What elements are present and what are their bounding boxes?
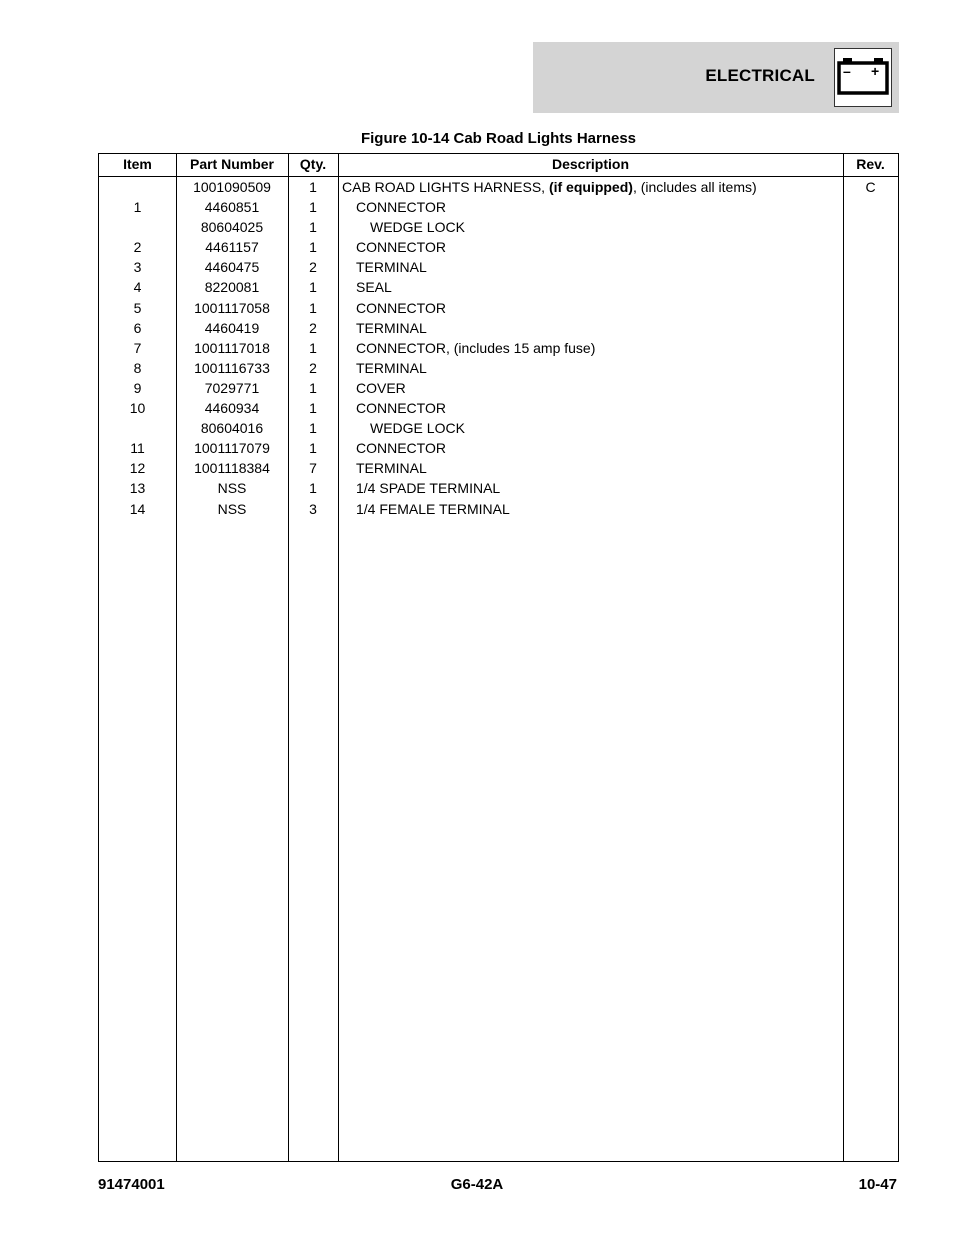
- battery-minus-sign: –: [843, 63, 851, 79]
- description: [338, 418, 875, 438]
- description: [338, 177, 847, 197]
- table-row: [99, 499, 898, 519]
- table-row: [99, 257, 898, 277]
- table-row: [99, 298, 898, 318]
- description: [338, 217, 875, 237]
- description-text: CAB ROAD LIGHTS HARNESS,: [342, 179, 549, 195]
- table-body: [99, 177, 898, 519]
- quantity: 1: [309, 179, 317, 195]
- description-text: WEDGE LOCK: [370, 219, 465, 236]
- description: [338, 197, 861, 217]
- item-number: 8: [133, 359, 142, 376]
- description: [338, 318, 861, 338]
- part-number: 1001117079: [194, 440, 270, 457]
- parts-table: [98, 153, 899, 1162]
- quantity: 2: [309, 259, 317, 276]
- item-number: 11: [130, 440, 145, 457]
- description-text: WEDGE LOCK: [370, 420, 465, 437]
- part-number: 1001117058: [194, 299, 270, 316]
- part-number: 7029771: [204, 379, 260, 396]
- description-text: SEAL: [356, 279, 392, 296]
- column-header-part-number: Part Number: [189, 156, 275, 172]
- description-text: TERMINAL: [356, 460, 427, 477]
- column-header-description: Description: [551, 156, 629, 172]
- description-text: CONNECTOR: [356, 440, 446, 457]
- table-row: [99, 418, 898, 438]
- column-header-rev: Rev.: [856, 156, 885, 172]
- section-title: ELECTRICAL: [705, 66, 815, 85]
- description-text: CONNECTOR, (includes 15 amp fuse): [356, 339, 596, 356]
- item-number: 1: [133, 199, 142, 216]
- table-row: [99, 438, 898, 458]
- description-text: TERMINAL: [356, 259, 427, 276]
- table-row: [99, 217, 898, 237]
- quantity: 1: [309, 440, 317, 457]
- quantity: 1: [309, 379, 317, 396]
- quantity: 1: [309, 219, 317, 236]
- item-number: 6: [133, 319, 142, 336]
- quantity: 1: [309, 480, 317, 497]
- table-row: [99, 398, 898, 418]
- description-text: CONNECTOR: [356, 400, 446, 417]
- item-number: 4: [133, 279, 142, 296]
- item-number: 13: [129, 480, 146, 497]
- item-number: 5: [133, 299, 142, 316]
- part-number: 4460419: [204, 319, 260, 336]
- part-number: 8220081: [204, 279, 260, 296]
- quantity: 1: [309, 279, 317, 296]
- description-text: TERMINAL: [356, 359, 427, 376]
- item-number: 7: [133, 339, 142, 356]
- table-row: [99, 478, 898, 498]
- description: [338, 398, 861, 418]
- description-suffix: , (includes all items): [632, 179, 757, 195]
- footer-document-number: 91474001: [98, 1176, 165, 1193]
- section-header: [533, 42, 899, 113]
- description: [338, 338, 861, 358]
- description-text: TERMINAL: [356, 319, 427, 336]
- description: [338, 277, 861, 297]
- item-number: 9: [133, 379, 142, 396]
- quantity: 1: [309, 239, 317, 256]
- description: [338, 438, 861, 458]
- table-row: [99, 378, 898, 398]
- table-row: [99, 318, 898, 338]
- part-number: 1001090509: [193, 179, 271, 195]
- description: [338, 499, 861, 519]
- quantity: 7: [309, 460, 317, 477]
- quantity: 2: [309, 319, 317, 336]
- description-text: COVER: [356, 379, 406, 396]
- description: [338, 378, 861, 398]
- part-number: 4460934: [204, 400, 260, 417]
- footer-model: G6-42A: [450, 1176, 504, 1193]
- battery-icon: [834, 48, 892, 107]
- revision: C: [865, 179, 876, 195]
- quantity: 3: [309, 500, 317, 517]
- item-number: 12: [129, 460, 146, 477]
- item-number: 14: [129, 500, 146, 517]
- description-text: CONNECTOR: [356, 299, 446, 316]
- part-number: 4460851: [204, 199, 260, 216]
- quantity: 1: [309, 420, 317, 437]
- description: [338, 237, 861, 257]
- description: [338, 478, 861, 498]
- description: [338, 298, 861, 318]
- table-row: [99, 358, 898, 378]
- table-row: [99, 458, 898, 478]
- part-number: 80604025: [200, 219, 264, 236]
- description-text: CONNECTOR: [356, 239, 446, 256]
- description: [338, 458, 861, 478]
- quantity: 1: [309, 199, 317, 216]
- item-number: 3: [133, 259, 142, 276]
- item-number: 10: [129, 400, 146, 417]
- figure-title: Figure 10-14 Cab Road Lights Harness: [360, 130, 637, 147]
- quantity: 1: [309, 299, 317, 316]
- description-text: CONNECTOR: [356, 199, 446, 216]
- battery-plus-sign: +: [871, 63, 880, 79]
- description-text: 1/4 SPADE TERMINAL: [356, 480, 501, 497]
- description: [338, 358, 861, 378]
- part-number: NSS: [217, 500, 247, 517]
- item-number: 2: [133, 239, 142, 256]
- part-number: 80604016: [200, 420, 264, 437]
- quantity: 1: [309, 400, 317, 417]
- part-number: 1001117018: [194, 339, 270, 356]
- part-number: 4461157: [205, 239, 259, 256]
- footer-page-number: 10-47: [858, 1176, 897, 1193]
- quantity: 1: [309, 339, 317, 356]
- table-row: [99, 197, 898, 217]
- table-row: [99, 177, 898, 197]
- description-text: 1/4 FEMALE TERMINAL: [356, 500, 510, 517]
- part-number: 1001118384: [194, 460, 270, 477]
- part-number: 4460475: [204, 259, 260, 276]
- part-number: 1001116733: [194, 359, 270, 376]
- column-header-item: Item: [123, 156, 152, 172]
- table-row: [99, 277, 898, 297]
- table-row: [99, 237, 898, 257]
- table-row: [99, 338, 898, 358]
- description: [338, 257, 861, 277]
- quantity: 2: [309, 359, 317, 376]
- part-number: NSS: [217, 480, 247, 497]
- column-header-qty: Qty.: [299, 156, 327, 172]
- description-emphasis: (if equipped): [548, 179, 633, 195]
